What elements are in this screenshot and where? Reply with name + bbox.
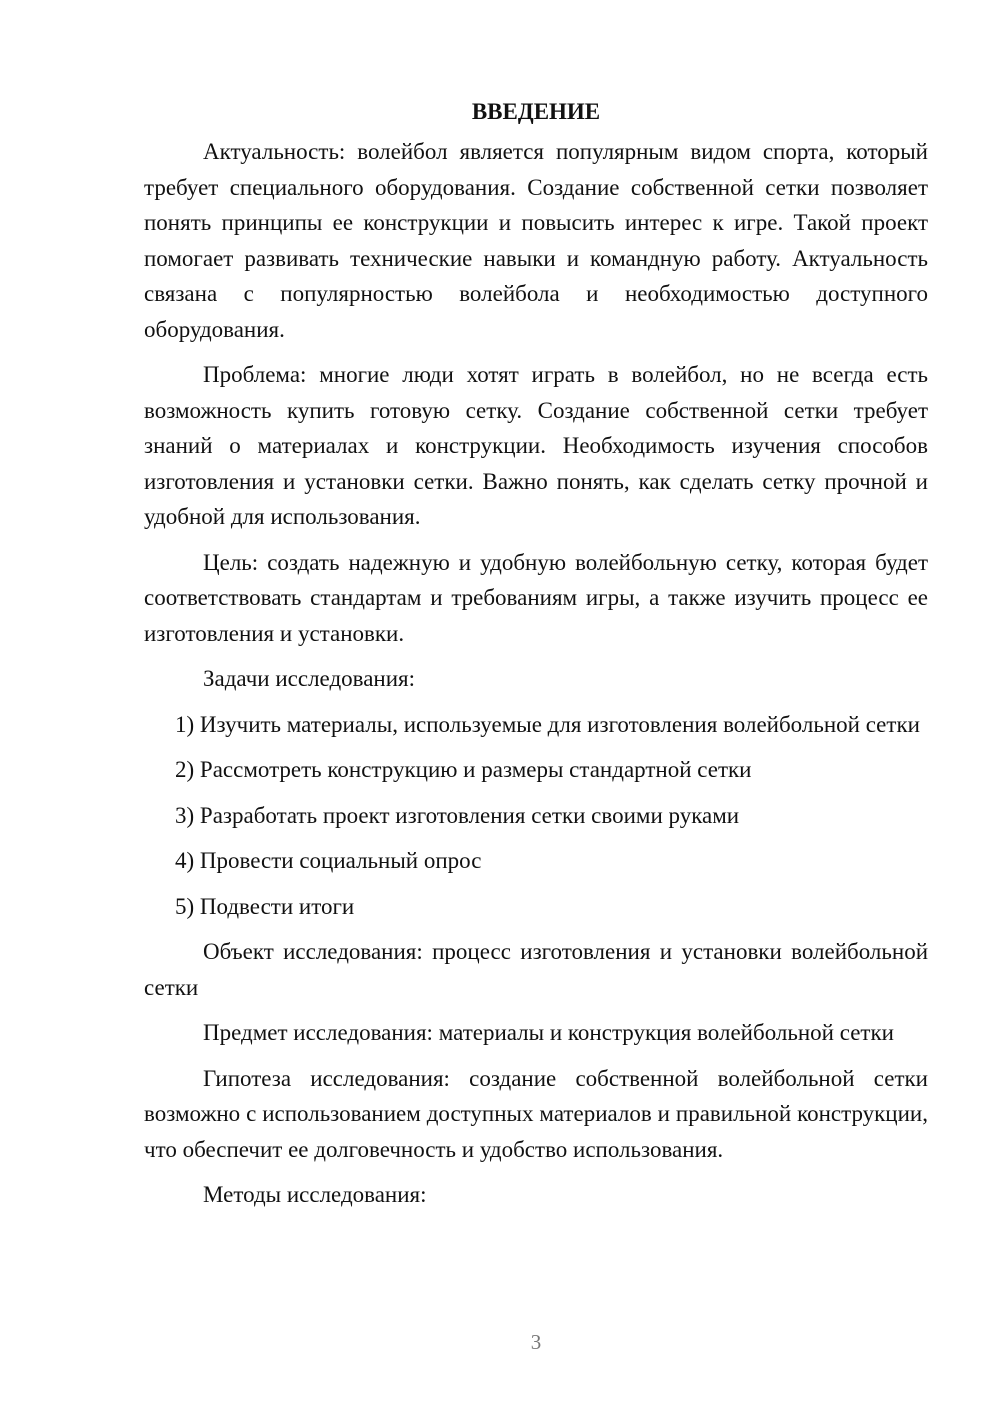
relevance-paragraph: Актуальность: волейбол является популярным видом спорта, который требует специального оборудования. Создание собственной сетки позволяет понять принципы ее конструкции и повысить интерес к игре. Такой проект помогает развивать технические навыки и командную работу. Актуальность связана с популярностью волейбола и необходимостью доступного оборудования. [144,139,928,342]
task-item-5: 5) Подвести итоги [175,893,355,919]
hypothesis-paragraph: Гипотеза исследования: создание собственной волейбольной сетки возможно с использованием доступных материалов и правильной конструкции, что обеспечит ее долговечность и удобство использования. [144,1065,928,1162]
task-item-4: 4) Провести социальный опрос [175,848,482,873]
task-item-2: 2) Рассмотреть конструкцию и размеры стандартной сетки [175,757,752,782]
page-content [144,96,928,1223]
page-number: 3 [530,1330,542,1354]
methods-heading: Методы исследования: [203,1182,427,1207]
section-title: ВВЕДЕНИЕ [471,99,601,124]
problem-paragraph: Проблема: многие люди хотят играть в волейбол, но не всегда есть возможность купить готовую сетку. Создание собственной сетки требует знаний о материалах и конструкции. Необходимость изучения способов изготовления и установки сетки. Важно понять, как сделать сетку прочной и удобной для использования. [144,362,928,529]
task-item-3: 3) Разработать проект изготовления сетки своими руками [175,802,740,828]
goal-paragraph: Цель: создать надежную и удобную волейбольную сетку, которая будет соответствовать стандартам и требованиям игры, а также изучить процесс ее изготовления и установки. [144,549,928,646]
object-paragraph: Объект исследования: процесс изготовления и установки волейбольной сетки [144,939,928,1000]
tasks-heading: Задачи исследования: [203,666,416,691]
subject-paragraph: Предмет исследования: материалы и конструкция волейбольной сетки [203,1020,894,1045]
task-item-1: 1) Изучить материалы, используемые для изготовления волейбольной сетки [175,711,920,737]
